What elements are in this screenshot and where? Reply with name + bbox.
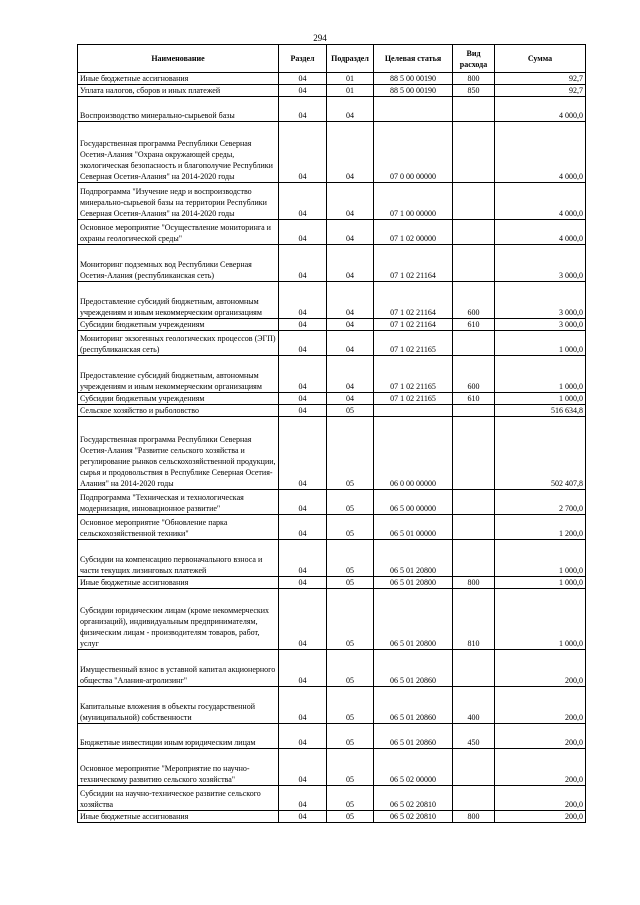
table-cell-name: Основное мероприятие "Обновление парка сельскохозяйственной техники"	[78, 515, 279, 540]
table-cell-kind	[453, 220, 495, 245]
table-cell-section: 04	[279, 577, 327, 589]
table-row	[78, 73, 586, 85]
table-cell-sum: 3 000,0	[495, 245, 586, 282]
table-row	[78, 319, 586, 331]
table-cell-section: 04	[279, 356, 327, 393]
budget-table	[77, 44, 586, 823]
table-cell-kind	[453, 650, 495, 687]
table-cell-section: 04	[279, 73, 327, 85]
table-cell-subsection: 05	[327, 811, 374, 823]
page-number: 294	[313, 33, 327, 43]
table-cell-section: 04	[279, 405, 327, 417]
table-cell-name: Иные бюджетные ассигнования	[78, 73, 279, 85]
table-cell-name: Воспроизводство минерально-сырьевой базы	[78, 97, 279, 122]
table-cell-section: 04	[279, 331, 327, 356]
table-cell-section: 04	[279, 724, 327, 749]
table-cell-name: Мониторинг подземных вод Республики Северная Осетия-Алания (республиканская сеть)	[78, 245, 279, 282]
table-cell-sum: 4 000,0	[495, 220, 586, 245]
table-cell-target: 06 5 01 20800	[374, 540, 453, 577]
table-cell-target	[374, 405, 453, 417]
table-cell-kind: 810	[453, 589, 495, 650]
table-row	[78, 687, 586, 724]
table-cell-subsection: 04	[327, 282, 374, 319]
table-cell-target: 07 1 02 21164	[374, 319, 453, 331]
table-cell-target: 06 5 01 20800	[374, 589, 453, 650]
header-sum: Сумма	[495, 45, 586, 73]
table-cell-sum: 1 000,0	[495, 540, 586, 577]
table-cell-sum: 516 634,8	[495, 405, 586, 417]
table-cell-subsection: 05	[327, 687, 374, 724]
table-cell-target: 06 5 00 00000	[374, 490, 453, 515]
table-cell-sum: 200,0	[495, 749, 586, 786]
header-subsection: Подраздел	[327, 45, 374, 73]
table-cell-sum: 92,7	[495, 85, 586, 97]
table-cell-sum: 1 000,0	[495, 356, 586, 393]
table-cell-subsection: 05	[327, 786, 374, 811]
table-cell-kind	[453, 405, 495, 417]
table-cell-section: 04	[279, 245, 327, 282]
table-cell-section: 04	[279, 97, 327, 122]
table-cell-name: Основное мероприятие "Мероприятие по научно-техническому развитию сельского хозяйства"	[78, 749, 279, 786]
table-cell-name: Иные бюджетные ассигнования	[78, 577, 279, 589]
table-cell-name: Капитальные вложения в объекты государственной (муниципальной) собственности	[78, 687, 279, 724]
table-row	[78, 811, 586, 823]
table-cell-kind: 800	[453, 73, 495, 85]
table-cell-target: 07 1 00 00000	[374, 183, 453, 220]
table-cell-sum: 2 700,0	[495, 490, 586, 515]
table-cell-name: Субсидии бюджетным учреждениям	[78, 319, 279, 331]
header-name: Наименование	[78, 45, 279, 73]
table-cell-target: 07 1 02 00000	[374, 220, 453, 245]
table-row	[78, 393, 586, 405]
table-cell-name: Сельское хозяйство и рыболовство	[78, 405, 279, 417]
table-row	[78, 490, 586, 515]
table-cell-section: 04	[279, 85, 327, 97]
table-cell-subsection: 05	[327, 405, 374, 417]
table-row	[78, 749, 586, 786]
table-cell-name: Подпрограмма "Изучение недр и воспроизводство минерально-сырьевой базы на территории Республики Северная Осетия-Алания" на 2014-2020 годы	[78, 183, 279, 220]
table-cell-kind	[453, 786, 495, 811]
header-section: Раздел	[279, 45, 327, 73]
table-row	[78, 85, 586, 97]
table-cell-section: 04	[279, 393, 327, 405]
table-row	[78, 577, 586, 589]
table-cell-sum: 502 407,8	[495, 417, 586, 490]
table-cell-section: 04	[279, 220, 327, 245]
table-row	[78, 405, 586, 417]
table-row	[78, 786, 586, 811]
table-cell-subsection: 04	[327, 356, 374, 393]
table-cell-name: Иные бюджетные ассигнования	[78, 811, 279, 823]
table-cell-subsection: 05	[327, 490, 374, 515]
table-cell-name: Субсидии на научно-техническое развитие сельского хозяйства	[78, 786, 279, 811]
table-cell-subsection: 04	[327, 319, 374, 331]
table-cell-name: Имущественный взнос в уставной капитал акционерного общества "Алания-агролизинг"	[78, 650, 279, 687]
table-cell-name: Мониторинг экзогенных геологических процессов (ЭГП) (республиканская сеть)	[78, 331, 279, 356]
header-target: Целевая статья	[374, 45, 453, 73]
table-cell-kind: 400	[453, 687, 495, 724]
table-cell-sum: 200,0	[495, 811, 586, 823]
table-row	[78, 650, 586, 687]
table-cell-subsection: 04	[327, 97, 374, 122]
table-cell-section: 04	[279, 749, 327, 786]
table-row	[78, 417, 586, 490]
table-cell-target: 07 1 02 21165	[374, 393, 453, 405]
table-cell-section: 04	[279, 811, 327, 823]
table-cell-target: 06 5 01 20860	[374, 724, 453, 749]
table-cell-sum: 1 000,0	[495, 589, 586, 650]
table-cell-kind: 600	[453, 356, 495, 393]
table-cell-subsection: 05	[327, 577, 374, 589]
table-cell-name: Бюджетные инвестиции иным юридическим лицам	[78, 724, 279, 749]
table-cell-subsection: 04	[327, 245, 374, 282]
table-cell-sum: 4 000,0	[495, 97, 586, 122]
table-row	[78, 356, 586, 393]
header-kind: Вид расхода	[453, 45, 495, 73]
table-cell-kind	[453, 540, 495, 577]
table-cell-target: 07 1 02 21164	[374, 245, 453, 282]
table-cell-target: 06 5 01 20860	[374, 687, 453, 724]
table-cell-name: Субсидии юридическим лицам (кроме некоммерческих организаций), индивидуальным предпринимателям, физическим лицам - производителям товаров, работ, услуг	[78, 589, 279, 650]
table-cell-subsection: 04	[327, 122, 374, 183]
table-cell-target: 06 5 02 00000	[374, 749, 453, 786]
table-cell-target: 06 5 01 20800	[374, 577, 453, 589]
table-cell-sum: 200,0	[495, 724, 586, 749]
table-cell-sum: 4 000,0	[495, 183, 586, 220]
table-cell-name: Государственная программа Республики Северная Осетия-Алания "Охрана окружающей среды, экологическая безопасность и благополучие Республики Северная Осетия-Алания" на 2014-2020 годы	[78, 122, 279, 183]
table-cell-subsection: 05	[327, 749, 374, 786]
table-cell-section: 04	[279, 183, 327, 220]
table-cell-target	[374, 97, 453, 122]
table-row	[78, 589, 586, 650]
table-cell-target: 07 1 02 21165	[374, 331, 453, 356]
table-cell-section: 04	[279, 786, 327, 811]
table-cell-kind: 800	[453, 577, 495, 589]
table-cell-name: Предоставление субсидий бюджетным, автономным учреждениям и иным некоммерческим организациям	[78, 282, 279, 319]
table-row	[78, 540, 586, 577]
table-cell-subsection: 04	[327, 183, 374, 220]
table-cell-subsection: 04	[327, 393, 374, 405]
table-cell-kind: 800	[453, 811, 495, 823]
table-row	[78, 245, 586, 282]
table-cell-name: Подпрограмма "Техническая и технологическая модернизация, инновационное развитие"	[78, 490, 279, 515]
table-cell-target: 88 5 00 00190	[374, 73, 453, 85]
table-cell-sum: 200,0	[495, 650, 586, 687]
table-cell-target: 07 0 00 00000	[374, 122, 453, 183]
table-cell-kind: 610	[453, 393, 495, 405]
table-cell-subsection: 05	[327, 515, 374, 540]
table-cell-section: 04	[279, 282, 327, 319]
table-cell-target: 06 0 00 00000	[374, 417, 453, 490]
table-cell-subsection: 05	[327, 417, 374, 490]
table-cell-sum: 1 000,0	[495, 393, 586, 405]
table-cell-kind	[453, 490, 495, 515]
table-cell-section: 04	[279, 540, 327, 577]
table-cell-subsection: 05	[327, 589, 374, 650]
table-cell-sum: 1 000,0	[495, 331, 586, 356]
table-cell-kind	[453, 749, 495, 786]
table-cell-subsection: 01	[327, 73, 374, 85]
table-cell-subsection: 04	[327, 220, 374, 245]
table-cell-kind	[453, 245, 495, 282]
table-cell-sum: 4 000,0	[495, 122, 586, 183]
table-cell-section: 04	[279, 650, 327, 687]
table-cell-name: Предоставление субсидий бюджетным, автономным учреждениям и иным некоммерческим организациям	[78, 356, 279, 393]
table-row	[78, 331, 586, 356]
table-cell-name: Субсидии бюджетным учреждениям	[78, 393, 279, 405]
table-cell-kind	[453, 122, 495, 183]
table-cell-kind: 450	[453, 724, 495, 749]
table-cell-subsection: 01	[327, 85, 374, 97]
table-cell-section: 04	[279, 490, 327, 515]
table-cell-kind	[453, 97, 495, 122]
table-row	[78, 282, 586, 319]
table-cell-sum: 3 000,0	[495, 282, 586, 319]
table-cell-sum: 3 000,0	[495, 319, 586, 331]
table-cell-target: 06 5 01 20860	[374, 650, 453, 687]
table-cell-kind	[453, 183, 495, 220]
table-cell-name: Уплата налогов, сборов и иных платежей	[78, 85, 279, 97]
table-cell-sum: 200,0	[495, 786, 586, 811]
table-cell-kind: 850	[453, 85, 495, 97]
table-cell-name: Основное мероприятие "Осуществление мониторинга и охраны геологической среды"	[78, 220, 279, 245]
table-cell-kind	[453, 331, 495, 356]
table-cell-section: 04	[279, 417, 327, 490]
table-cell-kind: 610	[453, 319, 495, 331]
table-cell-section: 04	[279, 319, 327, 331]
table-row	[78, 183, 586, 220]
table-cell-section: 04	[279, 589, 327, 650]
table-row	[78, 97, 586, 122]
table-cell-target: 06 5 01 00000	[374, 515, 453, 540]
table-cell-section: 04	[279, 122, 327, 183]
table-cell-kind	[453, 417, 495, 490]
table-cell-kind	[453, 515, 495, 540]
table-row	[78, 724, 586, 749]
table-row	[78, 220, 586, 245]
table-cell-section: 04	[279, 687, 327, 724]
table-cell-subsection: 05	[327, 724, 374, 749]
table-cell-subsection: 05	[327, 540, 374, 577]
table-cell-name: Субсидии на компенсацию первоначального взноса и части текущих лизинговых платежей	[78, 540, 279, 577]
table-cell-sum: 1 200,0	[495, 515, 586, 540]
header-row	[78, 45, 586, 73]
table-cell-target: 06 5 02 20810	[374, 786, 453, 811]
table-cell-target: 07 1 02 21165	[374, 356, 453, 393]
table-cell-sum: 1 000,0	[495, 577, 586, 589]
table-row	[78, 515, 586, 540]
table-cell-kind: 600	[453, 282, 495, 319]
table-cell-subsection: 04	[327, 331, 374, 356]
table-row	[78, 122, 586, 183]
table-cell-subsection: 05	[327, 650, 374, 687]
table-cell-sum: 200,0	[495, 687, 586, 724]
table-cell-section: 04	[279, 515, 327, 540]
table-cell-target: 07 1 02 21164	[374, 282, 453, 319]
table-cell-sum: 92,7	[495, 73, 586, 85]
table-cell-target: 88 5 00 00190	[374, 85, 453, 97]
table-cell-name: Государственная программа Республики Северная Осетия-Алания "Развитие сельского хозяйства и регулирование рынков сельскохозяйственной продукции, сырья и продовольствия в Республике Северная Осетия-Алания" на 2014-2020 годы	[78, 417, 279, 490]
table-cell-target: 06 5 02 20810	[374, 811, 453, 823]
